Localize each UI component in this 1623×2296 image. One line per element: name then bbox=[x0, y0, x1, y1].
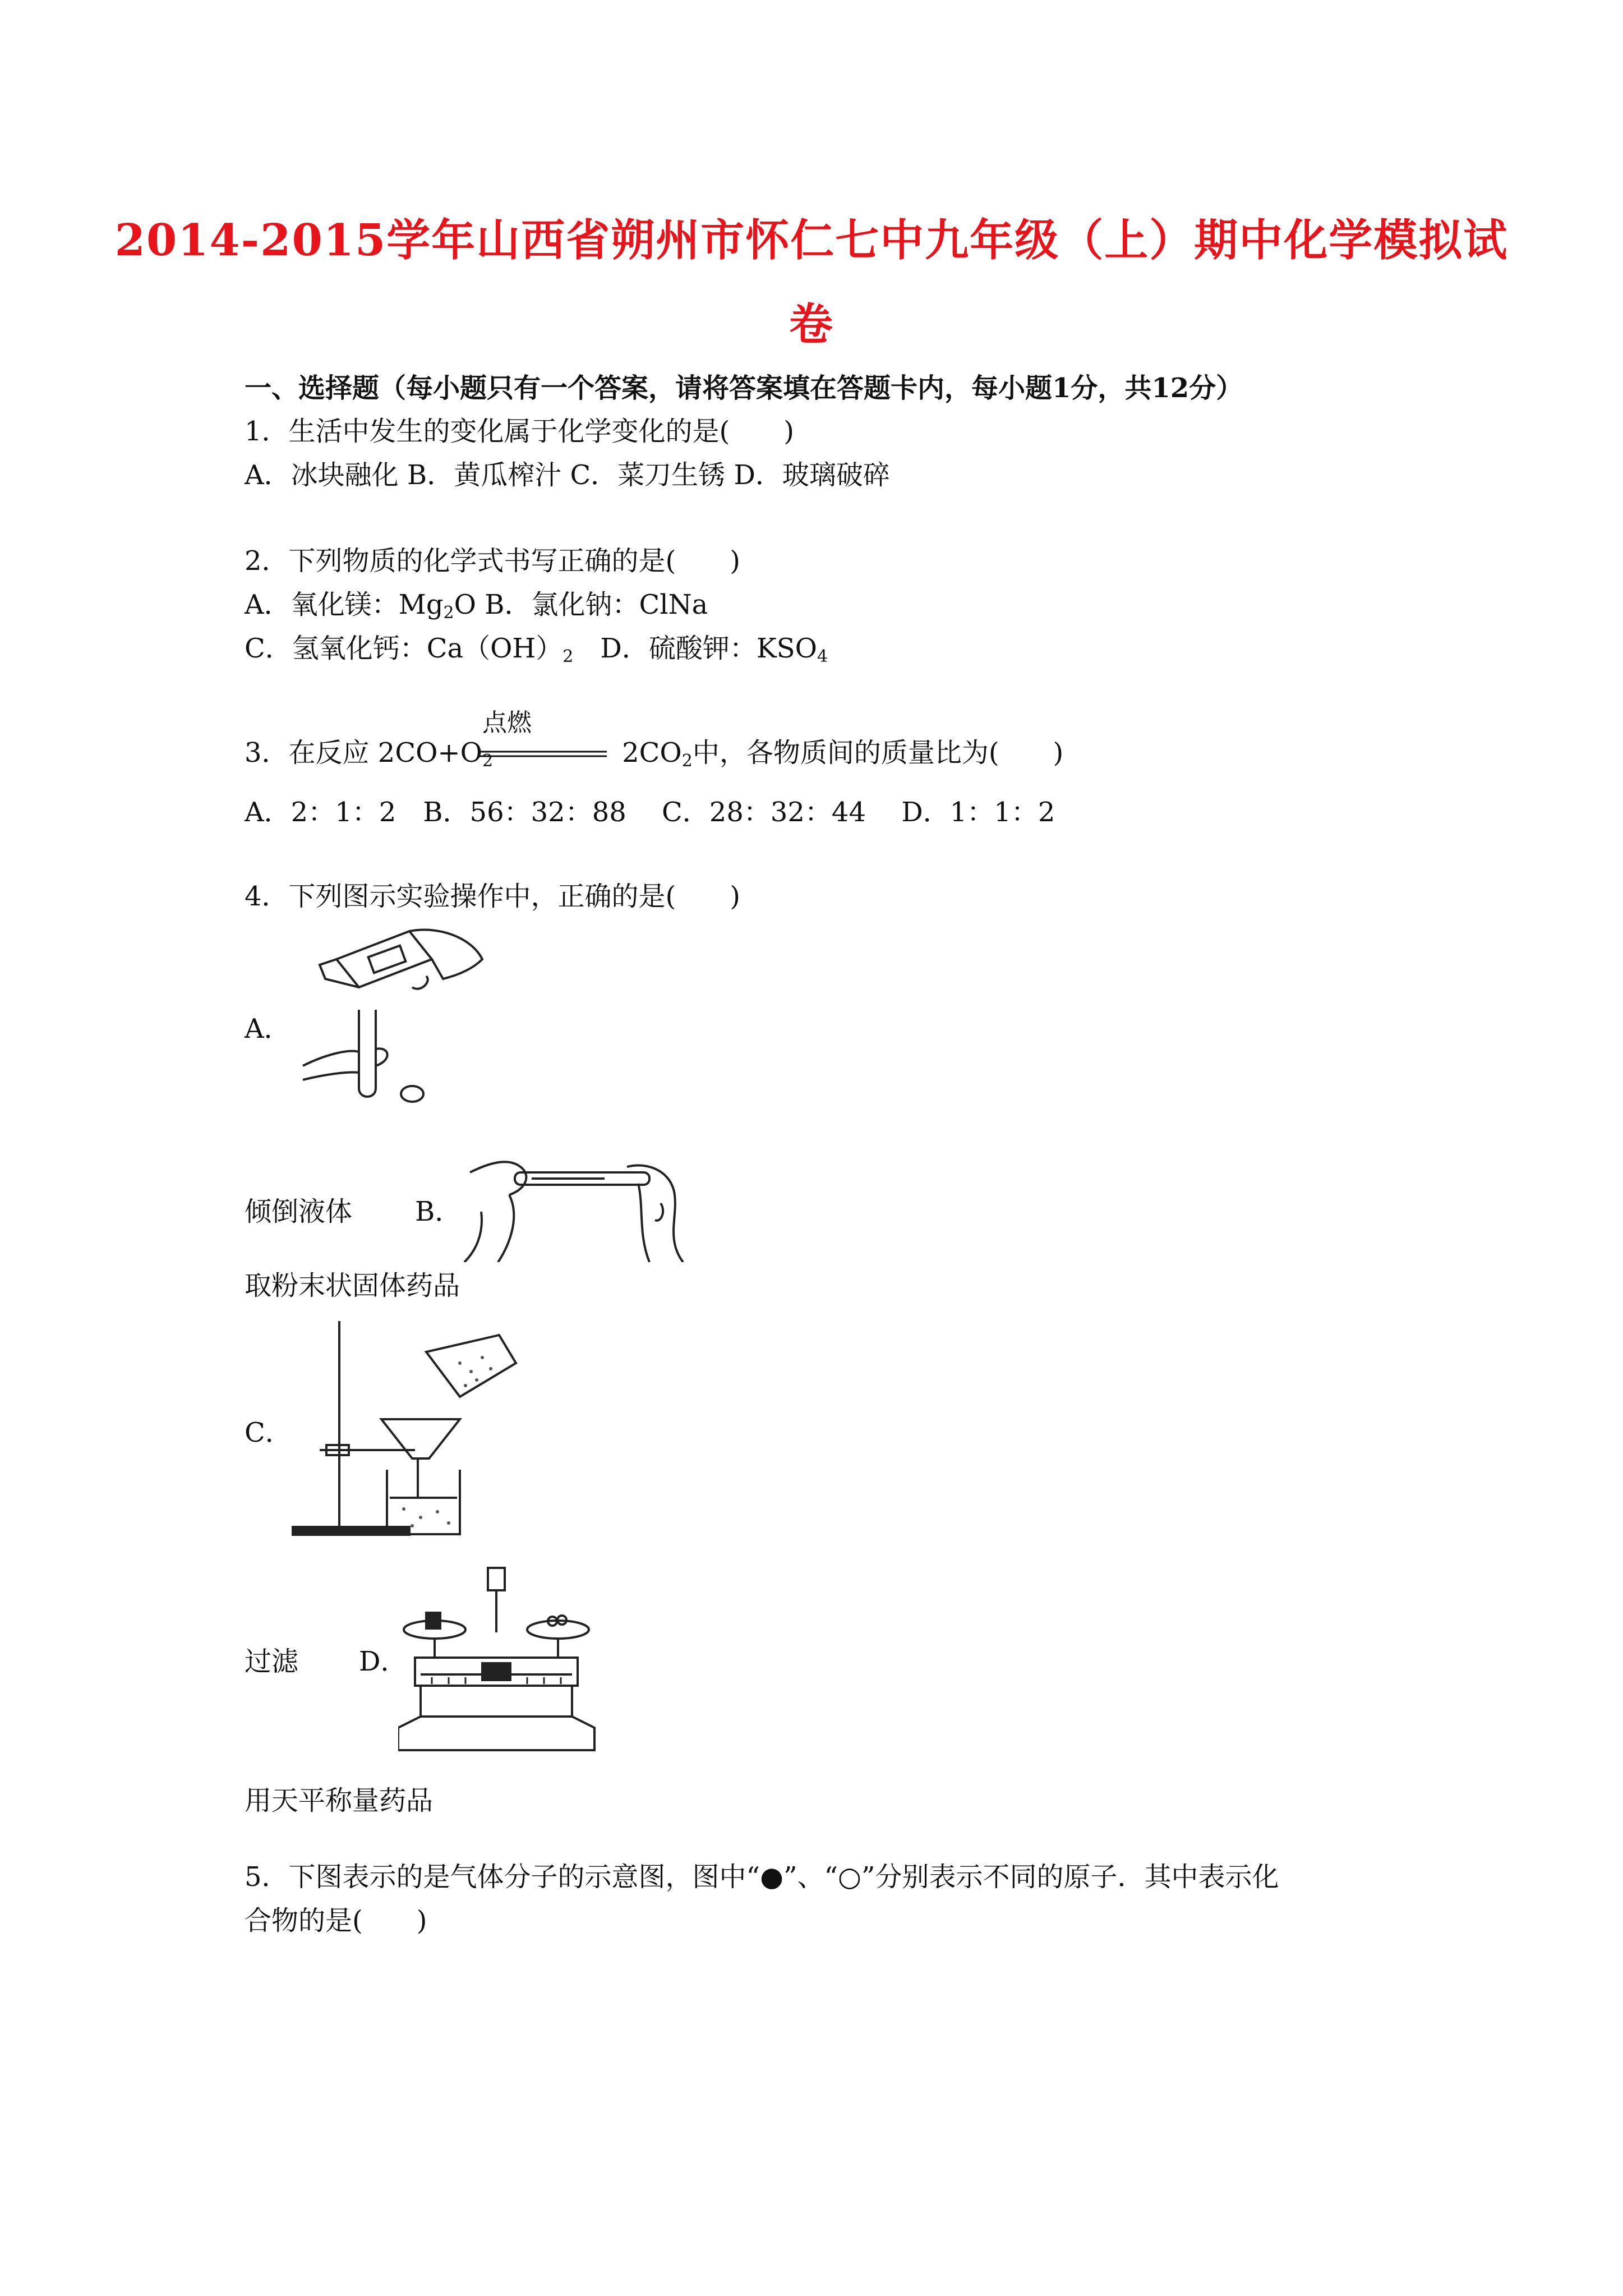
q3-condition: 点燃 bbox=[482, 708, 532, 737]
q2-stem: 2．下列物质的化学式书写正确的是( ) bbox=[245, 545, 740, 577]
q3-equal-bars bbox=[478, 749, 608, 761]
q1-stem: 1．生活中发生的变化属于化学变化的是( ) bbox=[245, 416, 794, 447]
q5-stem-line2: 合物的是( ) bbox=[245, 1905, 427, 1936]
q2-option-c: C．氢氧化钙：Ca（OH） bbox=[245, 633, 563, 664]
q2-option-a-tail: O B．氯化钠：ClNa bbox=[454, 589, 708, 620]
q4-option-d-caption: 用天平称量药品 bbox=[245, 1785, 434, 1816]
q4-option-c-label: C． bbox=[245, 1417, 292, 1448]
q4-option-b-caption: 取粉末状固体药品 bbox=[245, 1270, 460, 1301]
q4-option-c-caption: 过滤 bbox=[245, 1646, 299, 1677]
q4-stem: 4．下列图示实验操作中，正确的是( ) bbox=[245, 881, 740, 912]
q2-option-a: A．氧化镁：Mg bbox=[245, 589, 444, 620]
q3-reactants: 3．在反应 2CO+O bbox=[245, 737, 482, 769]
q3-product: 2CO bbox=[622, 737, 682, 769]
q4-option-d-label: D． bbox=[359, 1646, 408, 1677]
section-heading: 一、选择题（每小题只有一个答案，请将答案填在答题卡内，每小题1分，共12分） bbox=[245, 372, 1243, 404]
q2-a-subscript: 2 bbox=[443, 603, 454, 623]
q2-d-subscript: 4 bbox=[817, 647, 828, 666]
q2-options-cd bbox=[245, 633, 828, 666]
page-title: 2014-2015学年山西省朔州市怀仁七中九年级（上）期中化学模拟试 bbox=[114, 215, 1509, 266]
pouring-liquid-illustration bbox=[292, 926, 494, 1111]
q2-options-ab bbox=[245, 589, 708, 623]
q2-option-d: D．硫酸钾：KSO bbox=[573, 633, 817, 664]
q3-stem bbox=[245, 737, 1064, 771]
q1-options: A．冰块融化 B．黄瓜榨汁 C．菜刀生锈 D．玻璃破碎 bbox=[245, 459, 890, 491]
powder-spatula-illustration bbox=[459, 1150, 694, 1262]
filtration-apparatus-illustration bbox=[292, 1318, 527, 1543]
q2-c-subscript: 2 bbox=[562, 647, 574, 666]
q3-co2-subscript: 2 bbox=[681, 751, 693, 771]
q3-options: A．2：1：2 B．56：32：88 C．28：32：44 D．1：1：2 bbox=[245, 797, 1055, 828]
q4-option-b-label: B． bbox=[415, 1196, 462, 1227]
page-title-continued: 卷 bbox=[789, 299, 834, 350]
q5-stem-line1: 5．下图表示的是气体分子的示意图，图中“●”、“○”分别表示不同的原子．其中表示化 bbox=[245, 1861, 1279, 1893]
q4-option-a-label: A． bbox=[245, 1013, 291, 1045]
q4-option-a-caption: 倾倒液体 bbox=[245, 1196, 353, 1227]
balance-scale-illustration bbox=[398, 1565, 611, 1756]
q3-stem-tail: 中，各物质间的质量比为( ) bbox=[692, 737, 1064, 769]
q3-o2-subscript: 2 bbox=[482, 751, 494, 771]
